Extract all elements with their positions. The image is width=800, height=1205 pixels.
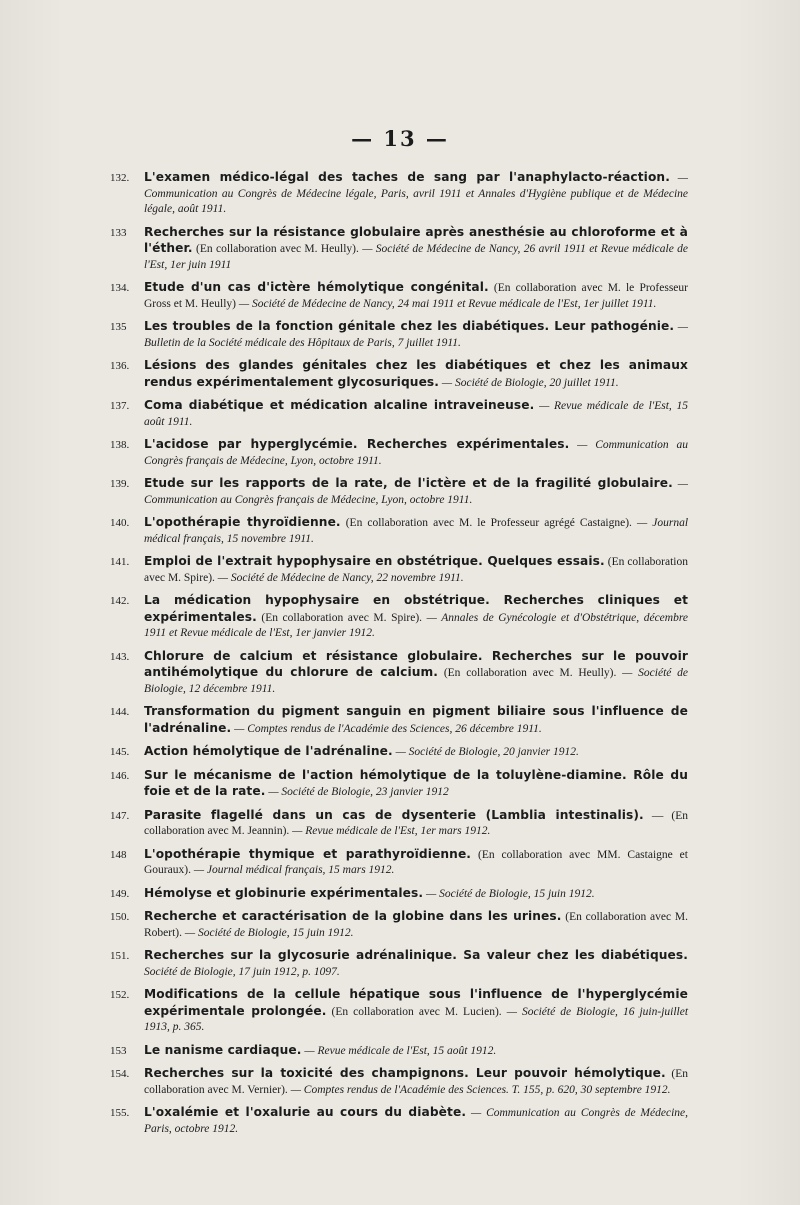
- bibliography-entry: [110, 593, 688, 642]
- bibliography-entry: [110, 476, 688, 508]
- entry-number: 132.: [110, 172, 130, 184]
- entry-collaboration: — (En collaboration avec M. Jeannin).: [144, 809, 689, 837]
- entry-number: 144.: [110, 706, 130, 718]
- entry-title: Sur le mécanisme de l'action hémolytique de la toluylène-diamine. Rôle du foie et de la rate.: [144, 767, 688, 798]
- bibliography-entry: [110, 1066, 688, 1098]
- entry-number: 146.: [110, 769, 130, 782]
- entry-number: 140.: [110, 517, 130, 529]
- bibliography-entry: [110, 704, 688, 737]
- entry-title: Le nanisme cardiaque.: [144, 1042, 302, 1057]
- entry-reference: — Société de Biologie, 20 juillet 1911.: [441, 376, 619, 389]
- bibliography-entry: [110, 768, 688, 801]
- bibliography-entry: [110, 1105, 688, 1137]
- entry-reference: — Communication au Congrès français de Médecine, Lyon, octobre 1911.: [144, 439, 688, 467]
- entry-reference: — Comptes rendus de l'Académie des Sciences, 26 décembre 1911.: [234, 722, 542, 735]
- entry-number: 153: [110, 1044, 127, 1057]
- entry-number: 147.: [110, 809, 130, 822]
- bibliography-entry: [110, 909, 688, 941]
- entry-reference: — Société de Médecine de Nancy, 22 novembre 1911.: [217, 571, 464, 584]
- entry-reference: — Journal médical français, 15 mars 1912.: [193, 864, 395, 876]
- entry-title: Lésions des glandes génitales chez les diabétiques et chez les animaux rendus expérimentalement glycosuriques.: [144, 358, 688, 389]
- entry-number: 149.: [110, 887, 130, 900]
- entry-reference: — Société de Biologie, 15 juin 1912.: [425, 887, 595, 900]
- bibliography-entry: [110, 808, 688, 840]
- entry-number: 143.: [110, 650, 130, 663]
- entry-title: La médication hypophysaire en obstétrique. Recherches cliniques et expérimentales.: [144, 593, 688, 624]
- entry-collaboration: (En collaboration avec M. Spire).: [261, 611, 423, 624]
- entry-reference: — Bulletin de la Société médicale des Hôpitaux de Paris, 7 juillet 1911.: [144, 321, 689, 349]
- entry-reference: — Société de Biologie, 15 juin 1912.: [184, 926, 354, 939]
- bibliography-entry: [110, 225, 688, 274]
- entry-number: 135: [110, 321, 127, 333]
- entry-reference: — Revue médicale de l'Est, 15 août 1912.: [304, 1044, 497, 1057]
- entry-reference: — Comptes rendus de l'Académie des Sciences. T. 155, p. 620, 30 septembre 1912.: [290, 1083, 671, 1096]
- entry-collaboration: (En collaboration avec M. Heully).: [443, 667, 617, 679]
- entry-number: 145.: [110, 746, 130, 758]
- bibliography-entry: [110, 398, 688, 430]
- entry-title: Hémolyse et globinurie expérimentales.: [144, 885, 424, 900]
- entry-collaboration: (En collaboration avec M. le Professeur Gross et M. Heully): [144, 282, 688, 310]
- bibliography-entry: [110, 170, 688, 218]
- entry-reference: — Société de Biologie, 12 décembre 1911.: [144, 667, 688, 695]
- bibliography-list: [110, 170, 688, 1144]
- entry-collaboration: (En collaboration avec M. Lucien).: [331, 1005, 502, 1018]
- entry-collaboration: (En collaboration avec M. le Professeur agrégé Castaigne).: [345, 517, 632, 529]
- entry-collaboration: (En collaboration avec M. Robert).: [144, 911, 688, 939]
- bibliography-entry: [110, 649, 688, 698]
- entry-title: L'opothérapie thyroïdienne.: [144, 515, 341, 529]
- page-number: — 13 —: [351, 126, 449, 151]
- bibliography-entry: [110, 1043, 688, 1060]
- entry-reference: Société de Biologie, 17 juin 1912, p. 1097.: [144, 965, 340, 978]
- entry-number: 141.: [110, 556, 130, 568]
- entry-collaboration: (En collaboration avec M. Vernier).: [144, 1068, 688, 1096]
- entry-title: Les troubles de la fonction génitale chez les diabétiques. Leur pathogénie.: [144, 319, 675, 333]
- entry-number: 152.: [110, 989, 130, 1001]
- entry-number: 137.: [110, 400, 130, 412]
- entry-title: Etude d'un cas d'ictère hémolytique congénital.: [144, 280, 489, 294]
- entry-reference: — Revue médicale de l'Est, 1er mars 1912.: [292, 825, 491, 837]
- entry-number: 148: [110, 848, 127, 861]
- entry-reference: — Revue médicale de l'Est, 15 août 1911.: [144, 400, 688, 428]
- entry-number: 134.: [110, 282, 130, 294]
- entry-title: Coma diabétique et médication alcaline intraveineuse.: [144, 398, 535, 412]
- entry-reference: — Société de Médecine de Nancy, 24 mai 1911 et Revue médicale de l'Est, 1er juillet 1911.: [238, 297, 657, 310]
- entry-title: Chlorure de calcium et résistance globulaire. Recherches sur le pouvoir antihémolytique du chlorure de calcium.: [144, 648, 688, 679]
- entry-reference: — Société de Biologie, 16 juin-juillet 1913, p. 365.: [144, 1005, 689, 1033]
- entry-title: Emploi de l'extrait hypophysaire en obstétrique. Quelques essais.: [144, 554, 605, 568]
- entry-reference: — Annales de Gynécologie et d'Obstétrique, décembre 1911 et Revue médicale de l'Est, 1er janvier 1912.: [144, 611, 688, 639]
- entry-number: 133: [110, 226, 127, 239]
- entry-title: L'oxalémie et l'oxalurie au cours du diabète.: [144, 1105, 467, 1119]
- bibliography-entry: [110, 847, 688, 879]
- bibliography-entry: [110, 948, 688, 980]
- entry-number: 151.: [110, 950, 130, 962]
- bibliography-entry: [110, 437, 688, 469]
- bibliography-entry: [110, 280, 688, 312]
- bibliography-entry: [110, 554, 688, 586]
- entry-number: 150.: [110, 911, 130, 923]
- entry-collaboration: (En collaboration avec M. Heully).: [196, 243, 359, 255]
- entry-title: Modifications de la cellule hépatique sous l'influence de l'hyperglycémie expérimentale prolongée.: [144, 987, 688, 1018]
- entry-title: Etude sur les rapports de la rate, de l'ictère et de la fragilité globulaire.: [144, 476, 673, 490]
- bibliography-entry: [110, 744, 688, 761]
- entry-reference: — Société de Médecine de Nancy, 26 avril 1911 et Revue médicale de l'Est, 1er juin 1911: [144, 243, 689, 271]
- entry-reference: — Journal médical français, 15 novembre 1911.: [144, 517, 689, 545]
- entry-number: 142.: [110, 595, 130, 607]
- entry-title: Recherche et caractérisation de la globine dans les urines.: [144, 909, 562, 923]
- entry-number: 139.: [110, 478, 130, 490]
- bibliography-entry: [110, 515, 688, 547]
- entry-title: L'opothérapie thymique et parathyroïdienne.: [144, 846, 472, 861]
- entry-reference: — Communication au Congrès français de Médecine, Lyon, octobre 1911.: [144, 478, 689, 506]
- entry-title: Recherches sur la glycosurie adrénalinique. Sa valeur chez les diabétiques.: [144, 948, 688, 962]
- entry-reference: — Communication au Congrès de Médecine, Paris, octobre 1912.: [144, 1107, 689, 1135]
- entry-reference: — Société de Biologie, 23 janvier 1912: [268, 786, 449, 798]
- entry-collaboration: (En collaboration avec MM. Castaigne et Gouraux).: [144, 848, 688, 876]
- entry-reference: — Communication au Congrès de Médecine légale, Paris, avril 1911 et Annales d'Hygiène publique et de Médecine légale, août 1911.: [144, 172, 689, 215]
- bibliography-entry: [110, 319, 688, 351]
- entry-reference: — Société de Biologie, 20 janvier 1912.: [395, 746, 579, 758]
- entry-title: Transformation du pigment sanguin en pigment biliaire sous l'influence de l'adrénaline.: [144, 704, 688, 735]
- bibliography-entry: [110, 987, 688, 1036]
- entry-title: Parasite flagellé dans un cas de dysenterie (Lamblia intestinalis).: [144, 807, 644, 822]
- entry-title: L'examen médico-légal des taches de sang par l'anaphylacto-réaction.: [144, 170, 670, 184]
- entry-number: 138.: [110, 439, 130, 451]
- entry-collaboration: (En collaboration avec M. Spire).: [144, 556, 689, 584]
- entry-title: L'acidose par hyperglycémie. Recherches expérimentales.: [144, 437, 570, 451]
- entry-number: 155.: [110, 1107, 130, 1119]
- bibliography-entry: [110, 358, 688, 391]
- entry-title: Recherches sur la résistance globulaire après anesthésie au chloroforme et à l'éther.: [144, 224, 688, 255]
- entry-number: 154.: [110, 1068, 130, 1080]
- bibliography-entry: [110, 886, 688, 903]
- entry-title: Action hémolytique de l'adrénaline.: [144, 744, 393, 758]
- entry-title: Recherches sur la toxicité des champignons. Leur pouvoir hémolytique.: [144, 1066, 666, 1080]
- entry-number: 136.: [110, 360, 130, 372]
